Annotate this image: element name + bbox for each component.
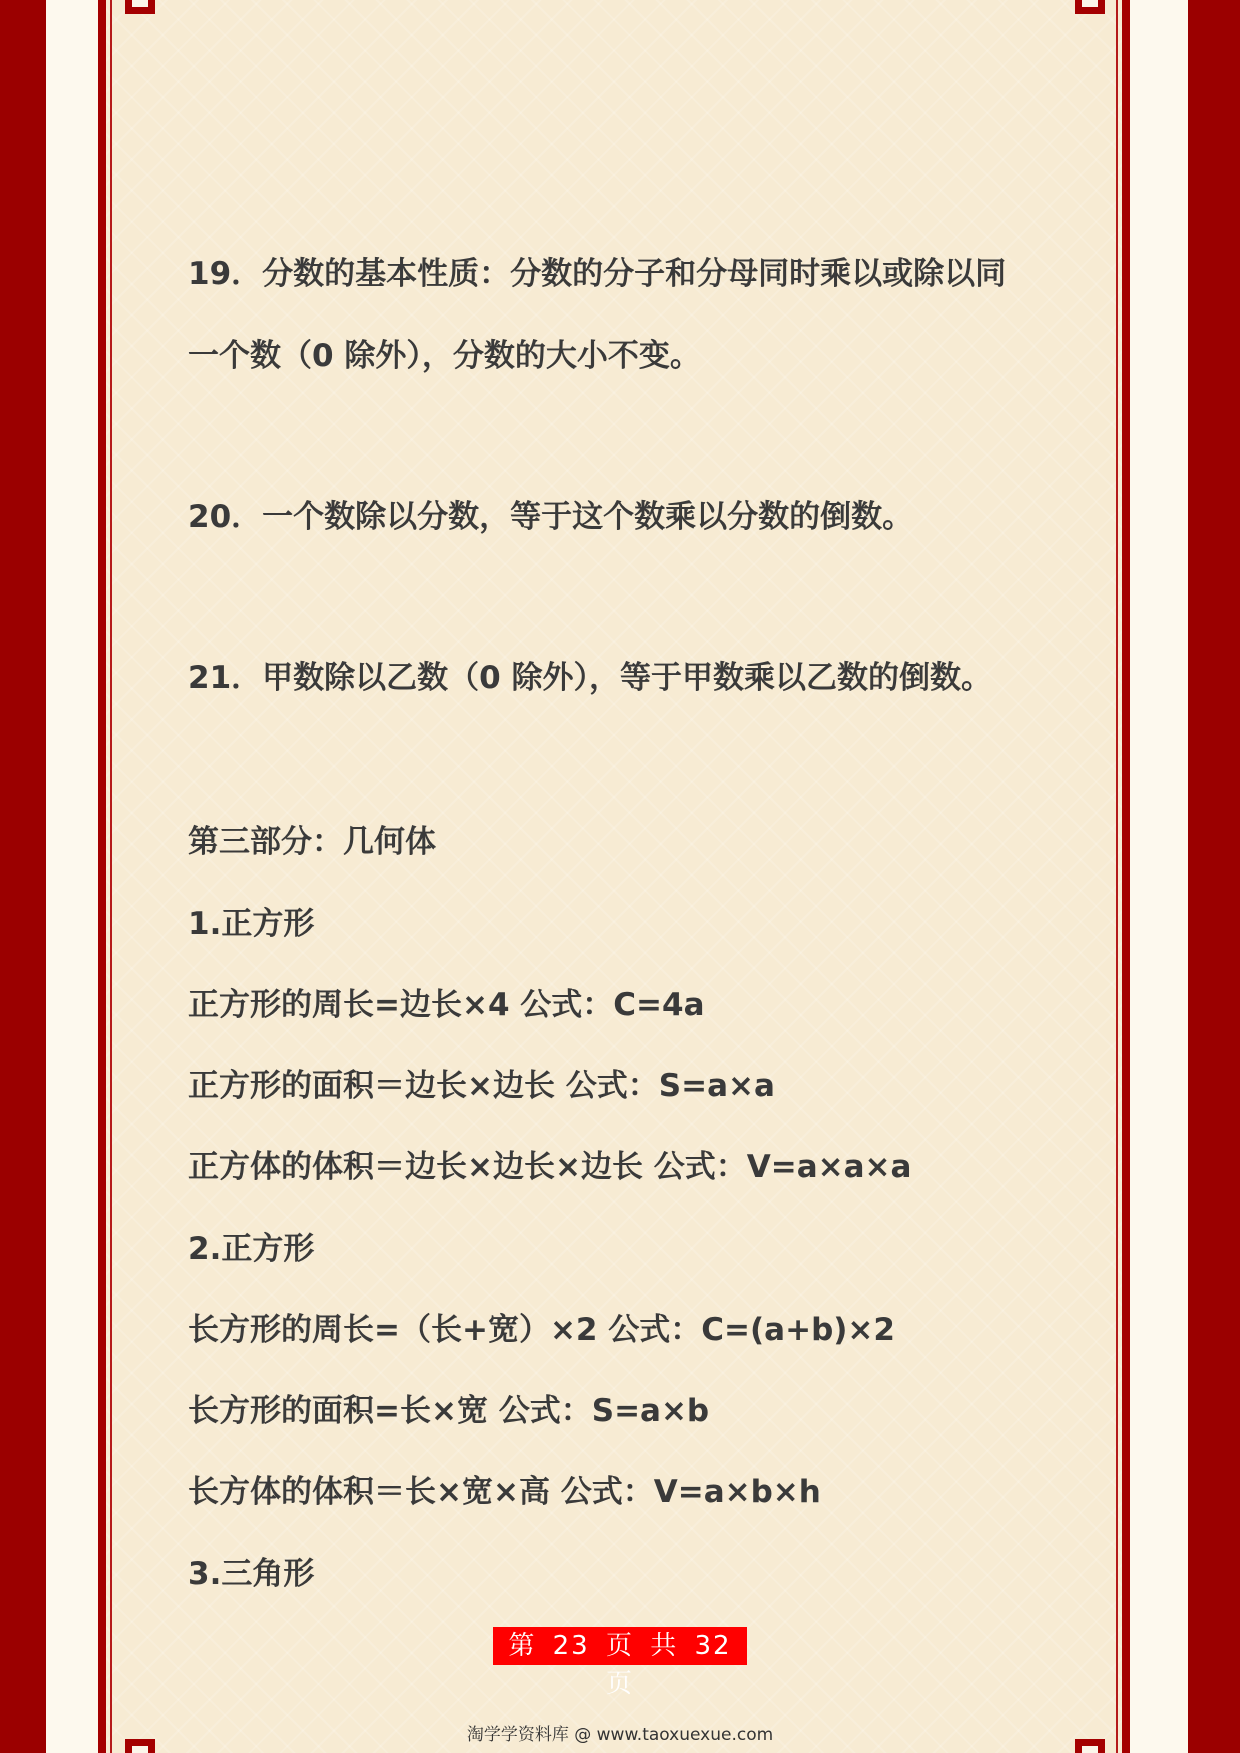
subheading-triangle: 3.三角形 xyxy=(188,1556,315,1592)
corner-ornament-top-left xyxy=(125,0,155,14)
rule-19-line-1: 19．分数的基本性质：分数的分子和分母同时乘以或除以同 xyxy=(188,256,1007,292)
rule-20: 20．一个数除以分数，等于这个数乘以分数的倒数。 xyxy=(188,499,914,535)
rectangle-area: 长方形的面积=长×宽 公式：S=a×b xyxy=(188,1393,710,1429)
rectangle-perimeter: 长方形的周长=（长+宽）×2 公式：C=(a+b)×2 xyxy=(188,1312,895,1348)
right-white-band xyxy=(1130,0,1188,1753)
corner-ornament-top-right xyxy=(1075,0,1105,14)
left-inner-line xyxy=(110,0,112,1753)
square-perimeter: 正方形的周长=边长×4 公式：C=4a xyxy=(188,987,705,1023)
page-number-badge: 第 23 页 共 32 页 xyxy=(493,1627,747,1665)
rule-21: 21．甲数除以乙数（0 除外），等于甲数乘以乙数的倒数。 xyxy=(188,660,992,696)
right-red-border xyxy=(1188,0,1240,1753)
right-inner-line xyxy=(1116,0,1118,1753)
subheading-rectangle: 2.正方形 xyxy=(188,1231,315,1267)
cuboid-volume: 长方体的体积＝长×宽×高 公式：V=a×b×h xyxy=(188,1474,821,1510)
rule-19-line-2: 一个数（0 除外），分数的大小不变。 xyxy=(188,338,701,374)
footer-watermark: 淘学学资料库 @ www.taoxuexue.com xyxy=(466,1725,774,1745)
subheading-square: 1.正方形 xyxy=(188,906,315,942)
cube-volume: 正方体的体积＝边长×边长×边长 公式：V=a×a×a xyxy=(188,1149,912,1185)
section-heading: 第三部分：几何体 xyxy=(188,824,436,860)
square-area: 正方形的面积＝边长×边长 公式：S=a×a xyxy=(188,1068,775,1104)
left-white-band xyxy=(46,0,98,1753)
left-red-border xyxy=(0,0,46,1753)
